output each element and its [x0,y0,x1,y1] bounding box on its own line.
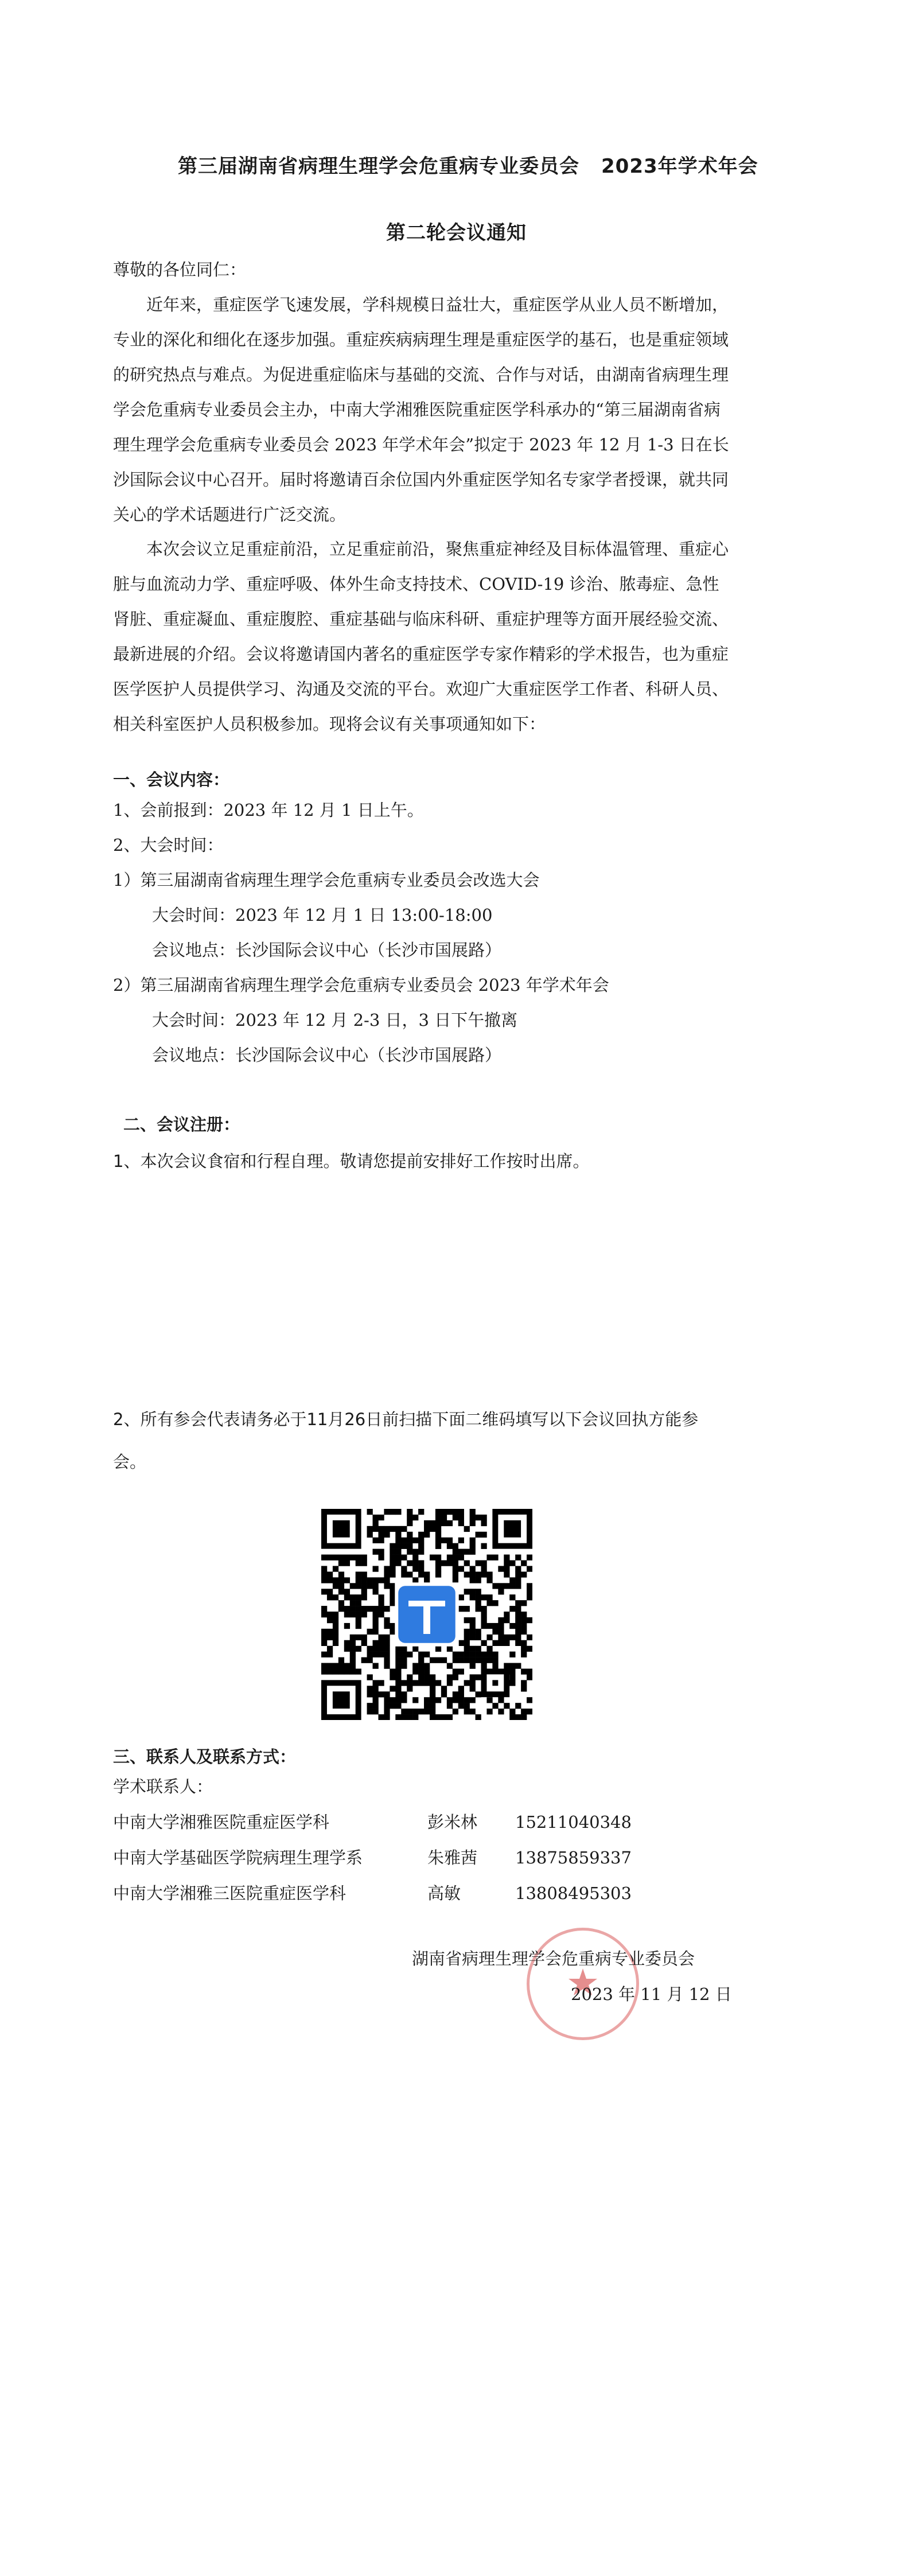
contact-org: 中南大学湘雅医院重症医学科 [113,1812,330,1832]
signature-date: 2023 年 11 月 12 日 [571,1984,732,2004]
title-main: 第三届湖南省病理生理学会危重病专业委员会 [178,155,579,178]
contact-phone[interactable]: 13808495303 [515,1884,632,1903]
contact-phone[interactable]: 13875859337 [515,1848,632,1867]
session2-time: 大会时间：2023 年 12 月 2-3 日，3 日下午撤离 [152,1010,518,1030]
registration-item-2-line2: 会。 [113,1452,147,1472]
greeting: 尊敬的各位同仁： [113,260,247,279]
academic-contact-label: 学术联系人： [113,1777,213,1796]
session1-time: 大会时间：2023 年 12 月 1 日 13:00-18:00 [152,905,493,925]
contact-name: 高敏 [427,1884,461,1903]
section-registration-heading: 二、会议注册： [123,1115,240,1134]
contact-phone[interactable]: 15211040348 [515,1812,632,1832]
document-subtitle: 第二轮会议通知 [386,221,527,244]
meeting-time-label: 2、大会时间： [113,835,224,855]
signature-org: 湖南省病理生理学会危重病专业委员会 [412,1949,695,1968]
session1-title: 1）第三届湖南省病理生理学会危重病专业委员会改选大会 [113,870,540,890]
qr-code-icon [321,1509,532,1720]
contact-org: 中南大学湘雅三医院重症医学科 [113,1884,347,1903]
registration-qr-code[interactable] [321,1509,532,1720]
registration-date: 1、会前报到：2023 年 12 月 1 日上午。 [113,800,424,820]
session2-place: 会议地点：长沙国际会议中心（长沙市国展路） [152,1045,502,1065]
registration-item-1: 1、本次会议食宿和行程自理。敬请您提前安排好工作按时出席。 [113,1151,590,1171]
paragraph-scope: 本次会议立足重症前沿，立足重症前沿，聚焦重症神经及目标体温管理、重症心脏与血流动力学、重症呼吸、体外生命支持技术、COVID-19 诊治、脓毒症、急性肾脏、重症凝血、重症腹腔、重症基础与临床科研、重症护理等方面开展经验交流、最新进展的介绍。会议将邀请国内著名的重症医学专家作精彩的学术报告，也为重症医学医护人员提供学习、沟通及交流的平台。欢迎广大重症医学工作者、科研人员、相关科室医护人员积极参加。现将会议有关事项通知如下： [113,539,729,734]
registration-item-2-line1: 2、所有参会代表请务必于11月26日前扫描下面二维码填写以下会议回执方能参 [113,1410,699,1429]
paragraph-intro: 近年来，重症医学飞速发展，学科规模日益壮大，重症医学从业人员不断增加，专业的深化和细化在逐步加强。重症疾病病理生理是重症医学的基石，也是重症领域的研究热点与难点。为促进重症临床与基础的交流、合作与对话，由湖南省病理生理学会危重病专业委员会主办，中南大学湘雅医院重症医学科承办的“第三届湖南省病理生理学会危重病专业委员会 2023 年学术年会”拟定于 2023 年 12 月 1-3 日在长沙国际会议中心召开。届时将邀请百余位国内外重症医学知名专家学者授课，就共同关心的学术话题进行广泛交流。 [113,295,729,524]
title-year: 2023年学术年会 [601,155,758,178]
document-title [178,150,758,178]
contact-name: 彭米林 [427,1812,478,1832]
section-contact-heading: 三、联系人及联系方式： [113,1747,297,1766]
contact-name: 朱雅茜 [427,1848,478,1867]
session1-place: 会议地点：长沙国际会议中心（长沙市国展路） [152,940,502,960]
session2-title: 2）第三届湖南省病理生理学会危重病专业委员会 2023 年学术年会 [113,975,609,995]
section-meeting-content-heading: 一、会议内容： [113,770,230,789]
contact-org: 中南大学基础医学院病理生理学系 [113,1848,363,1867]
